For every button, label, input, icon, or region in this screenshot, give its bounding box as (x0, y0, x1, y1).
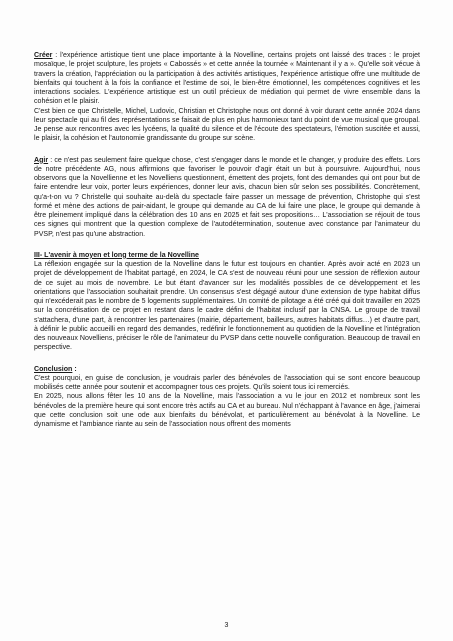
conclusion-paragraph-2: En 2025, nous allons fêter les 10 ans de la Novelline, mais l'association a vu le jour en 2012 et nombreux sont les bénévoles de la première heure qui sont encore très actifs au CA et au bureau. Nul n'échappant à l'avance en âge, j'aimerai que cette conclusion soit une ode aux bienfaits du bénévolat, et particulièrement au bénévolat à la Novelline. Le dynamisme et l'ambiance riante au sein de l'association nous offrent des moments (34, 393, 420, 428)
conclusion-paragraph: C'est pourquoi, en guise de conclusion, je voudrais parler des bénévoles de l'association qui se sont encore beaucoup mobilisés cette année pour soutenir et accompagner tous ces projets. Qu'ils soient tous ici remerciés. (34, 374, 420, 391)
creer-label: Créer (34, 52, 53, 59)
spacer (34, 353, 420, 365)
spacer (34, 239, 420, 251)
agir-paragraph (34, 156, 420, 239)
conclusion-suffix: : (72, 365, 77, 373)
page-number: 3 (224, 622, 229, 629)
creer-paragraph-2: C'est bien ce que Christelle, Michel, Ludovic, Christian et Christophe nous ont donné à voir durant cette année 2024 dans leur spectacle qui au fil des représentations se faisait de plus en plus harmonieux tant du point de vue musical que groupal. Je pense aux rencontres avec les lycéens, la qualité du silence et de l'écoute des spectateurs, l'émotion suscitée et aussi, le plaisir, la cohésion et l'autonomie grandissante du groupe sur scène. (34, 107, 420, 143)
agir-label: Agir (34, 156, 49, 164)
creer-paragraph (34, 51, 420, 107)
spacer (34, 144, 420, 156)
creer-text: : l'expérience artistique tient une place importante à la Novelline, certains projets ont laissé des traces : le projet mosaïque, le projet sculpture, les projets « Cabossés » et cette année la tournée « Maintenant il y a ». Qu'elle soit vécue à travers la création, l'appréciation ou la participation à des activités artistiques, l'expérience artistique offre une multitude de bienfaits qui touchent à la fois la confiance et l'estime de soi, le bien-être émotionnel, les compétences cognitives et les interactions sociales. L'expérience artistique est un outil précieux de médiation qui permet de vivre ensemble dans la cohésion et le plaisir. (34, 52, 420, 106)
section-3-heading: III- L'avenir à moyen et long terme de la Novelline (34, 251, 199, 259)
section-3-paragraph: La réflexion engagée sur la question de la Novelline dans le futur est toujours en chantier. Après avoir acté en 2023 un projet de développement de l'habitat partagé, en 2024, le CA s'est de nouveau réuni pour une session de réflexion autour de ce sujet au mois de novembre. Le but étant d'avancer sur les modalités possibles de ce développement et les orientations que l'association souhaitait prendre. Un consensus s'est dégagé autour d'une extension de type habitat diffus qui n'excéderait pas le nombre de 5 logements supplémentaires. Un comité de pilotage a été créé qui doit travailler en 2025 sur la concrétisation de ce projet en restant dans le cadre défini de l'habitat inclusif par la CNSA. Le groupe de travail s'attachera, d'une part, à rencontrer les partenaires (mairie, département, bailleurs, autres habitats diffus…) et d'autre part, à définir le public accueilli en regard des demandes, redéfinir le fonctionnement au quotidien de la Novelline et l'intégration des nouveaux Novelliens, préciser le rôle de l'animateur du PVSP dans cette nouvelle configuration. Beaucoup de travail en perspective. (34, 261, 420, 352)
conclusion-label: Conclusion (34, 365, 73, 373)
page-content (34, 51, 420, 429)
agir-text: : ce n'est pas seulement faire quelque chose, c'est s'engager dans le monde et le changer, y produire des effets. Lors de notre précédente AG, nous affirmions que favoriser le pouvoir d'agir était un but à poursuivre. Aujourd'hui, nous observons que la Novellienne et les Novelliens questionnent, émettent des projets, font des demandes qui ont pour but de faire entendre leur voix, porter leurs expériences, donner leur avis, chacun bien sûr selon ses possibilités. Concrètement, qu'a-t-on vu ? Christelle qui souhaite au-delà du spectacle faire passer un message de prévention, Christophe qui s'est formé et mène des actions de pair-aidant, le groupe qui demande au CA de lui faire une place, le groupe qui demande à être pleinement impliqué dans la célébration des 10 ans en 2025 et fait ses propositions… L'association se réjouit de tous ces signes qui montrent que la question complexe de l'autodétermination, soutenue avec constance par l'animateur du PVSP, n'est pas qu'une abstraction. (34, 156, 420, 238)
conclusion-heading (34, 365, 420, 374)
